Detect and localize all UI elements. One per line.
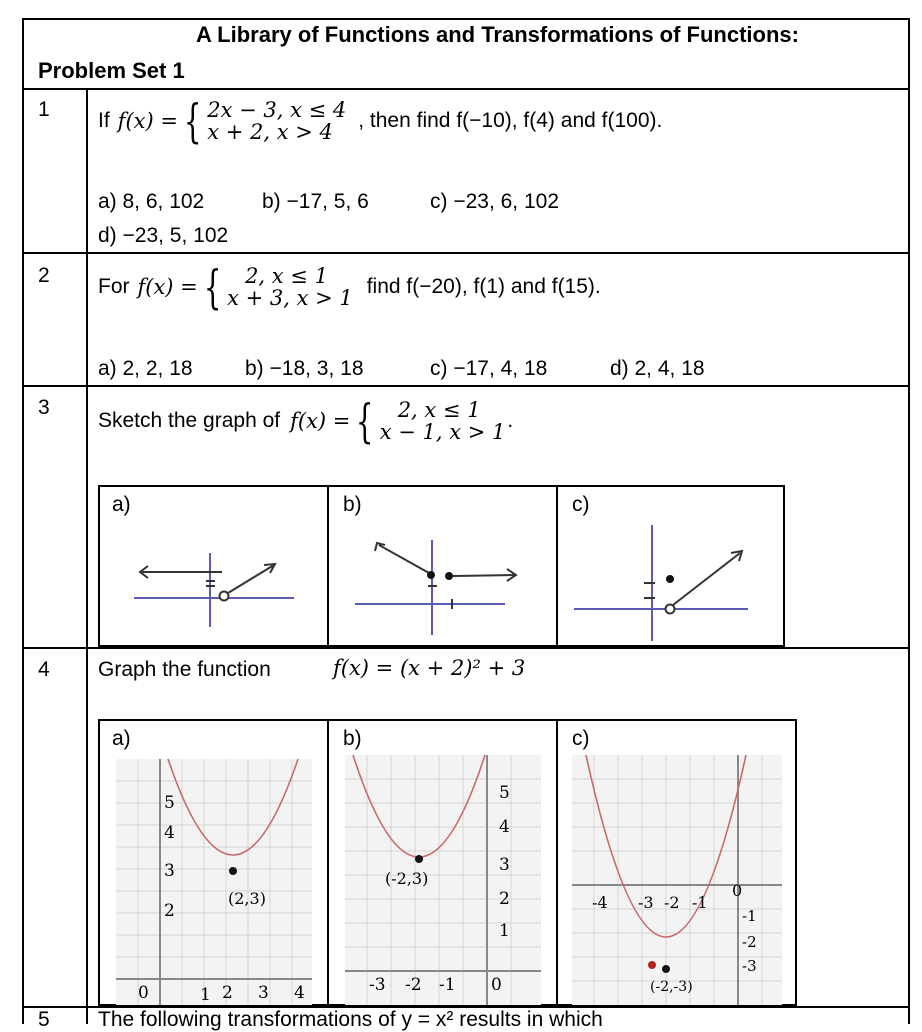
y-tick-5: 5 xyxy=(499,783,510,803)
vertex-label: (2,3) xyxy=(228,889,266,908)
parabola-graph-b xyxy=(327,719,558,1006)
problem-1-cases xyxy=(207,99,346,143)
y-tick-1: 1 xyxy=(499,921,510,941)
problem-number-3: 3 xyxy=(38,396,50,419)
x-tick-neg4: -4 xyxy=(592,893,608,912)
y-tick-3: 3 xyxy=(164,861,175,881)
problem-2-case-2: x + 3, x > 1 xyxy=(227,286,353,310)
option-label: b) xyxy=(343,493,362,516)
x-tick-neg1: -1 xyxy=(692,893,708,912)
x-tick-neg2: -2 xyxy=(664,893,680,912)
brace-icon: { xyxy=(183,94,202,148)
row-divider-3 xyxy=(22,647,910,649)
x-tick-neg3: -3 xyxy=(369,975,386,995)
problem-1-choice-c[interactable]: c) −23, 6, 102 xyxy=(430,190,560,213)
problem-3-option-c[interactable] xyxy=(556,485,785,647)
option-label: c) xyxy=(572,727,590,750)
y-tick-neg3: -3 xyxy=(742,957,757,975)
problem-number-1: 1 xyxy=(38,98,50,121)
problem-1-prefix: If xyxy=(98,109,110,132)
brace-icon: { xyxy=(203,260,222,314)
table-border-left xyxy=(22,18,24,1024)
y-tick-2: 2 xyxy=(164,901,175,921)
problem-2-choice-c[interactable]: c) −17, 4, 18 xyxy=(430,357,548,380)
y-tick-5: 5 xyxy=(164,793,175,813)
problem-3-func: f(x) = xyxy=(290,409,351,433)
problem-4-func: f(x) = (x + 2)² + 3 xyxy=(333,656,526,680)
problem-2-choice-d[interactable]: d) 2, 4, 18 xyxy=(610,357,705,380)
x-tick-0: 0 xyxy=(732,881,743,900)
problem-2-suffix: find f(−20), f(1) and f(15). xyxy=(366,275,601,298)
vertex-label: (-2,-3) xyxy=(650,979,693,995)
y-tick-3: 3 xyxy=(499,855,510,875)
option-label: b) xyxy=(343,727,362,750)
brace-icon: { xyxy=(356,394,374,448)
problem-1-choice-d[interactable]: d) −23, 5, 102 xyxy=(98,224,229,247)
piecewise-graph-a xyxy=(98,485,329,647)
problem-number-4: 4 xyxy=(38,658,50,681)
problem-3-option-a[interactable] xyxy=(98,485,329,647)
x-tick-2: 2 xyxy=(222,983,233,1003)
problem-number-2: 2 xyxy=(38,264,50,287)
problem-2-case-1: 2, x ≤ 1 xyxy=(245,263,328,288)
y-tick-neg2: -2 xyxy=(742,933,757,951)
problem-4-prefix: Graph the function xyxy=(98,658,271,681)
x-tick-4: 4 xyxy=(294,983,305,1003)
problem-3-cases xyxy=(380,399,506,443)
x-tick-0: 0 xyxy=(491,975,502,995)
option-label: c) xyxy=(572,493,590,516)
x-tick-neg2: -2 xyxy=(405,975,422,995)
page-title: A Library of Functions and Transformations of Functions: xyxy=(196,22,799,47)
x-tick-0: 0 xyxy=(138,983,149,1003)
problem-2-prefix: For xyxy=(98,275,130,298)
problem-4-option-b[interactable] xyxy=(327,719,558,1006)
parabola-graph-a xyxy=(98,719,329,1006)
page-subtitle: Problem Set 1 xyxy=(38,58,185,83)
parabola-graph-c xyxy=(556,719,797,1006)
problem-1-statement xyxy=(98,90,662,152)
x-tick-3: 3 xyxy=(258,983,269,1003)
problem-number-5: 5 xyxy=(38,1008,50,1031)
x-tick-neg3: -3 xyxy=(638,893,654,912)
vertex-label: (-2,3) xyxy=(385,869,429,888)
problem-2-choice-b[interactable]: b) −18, 3, 18 xyxy=(245,357,364,380)
problem-3-case-2: x − 1, x > 1 xyxy=(379,420,506,444)
problem-2-func: f(x) = xyxy=(137,275,198,299)
problem-3-suffix: . xyxy=(507,409,514,432)
problem-3-option-b[interactable] xyxy=(327,485,558,647)
piecewise-graph-b xyxy=(327,485,558,647)
y-tick-4: 4 xyxy=(499,817,510,837)
problem-3-statement xyxy=(98,390,513,452)
row-divider-1 xyxy=(22,252,910,254)
y-tick-4: 4 xyxy=(164,823,175,843)
option-label: a) xyxy=(112,493,131,516)
piecewise-graph-c xyxy=(556,485,785,647)
problem-1-choice-a[interactable]: a) 8, 6, 102 xyxy=(98,190,205,213)
problem-3-case-1: 2, x ≤ 1 xyxy=(397,397,481,422)
problem-4-option-a[interactable] xyxy=(98,719,329,1006)
problem-2-statement xyxy=(98,256,601,318)
y-tick-2: 2 xyxy=(499,889,510,909)
option-label: a) xyxy=(112,727,131,750)
x-tick-1: 1 xyxy=(200,985,211,1005)
problem-1-suffix: , then find f(−10), f(4) and f(100). xyxy=(358,109,663,132)
x-tick-neg1: -1 xyxy=(439,975,456,995)
y-tick-neg1: -1 xyxy=(742,907,757,925)
problem-2-cases xyxy=(227,265,353,309)
problem-2-choice-a[interactable]: a) 2, 2, 18 xyxy=(98,357,193,380)
problem-1-choice-b[interactable]: b) −17, 5, 6 xyxy=(262,190,369,213)
problem-1-case-2: x + 2, x > 4 xyxy=(207,120,333,144)
row-divider-2 xyxy=(22,385,910,387)
problem-5-text: The following transformations of y = x² results in which xyxy=(98,1008,603,1031)
number-column-divider xyxy=(86,88,88,1024)
problem-1-func: f(x) = xyxy=(117,109,178,133)
problem-1-case-1: 2x − 3, x ≤ 4 xyxy=(207,97,347,122)
problem-4-option-c[interactable] xyxy=(556,719,797,1006)
table-border-top xyxy=(22,18,910,20)
problem-3-prefix: Sketch the graph of xyxy=(98,409,281,432)
table-border-right xyxy=(908,18,910,1024)
